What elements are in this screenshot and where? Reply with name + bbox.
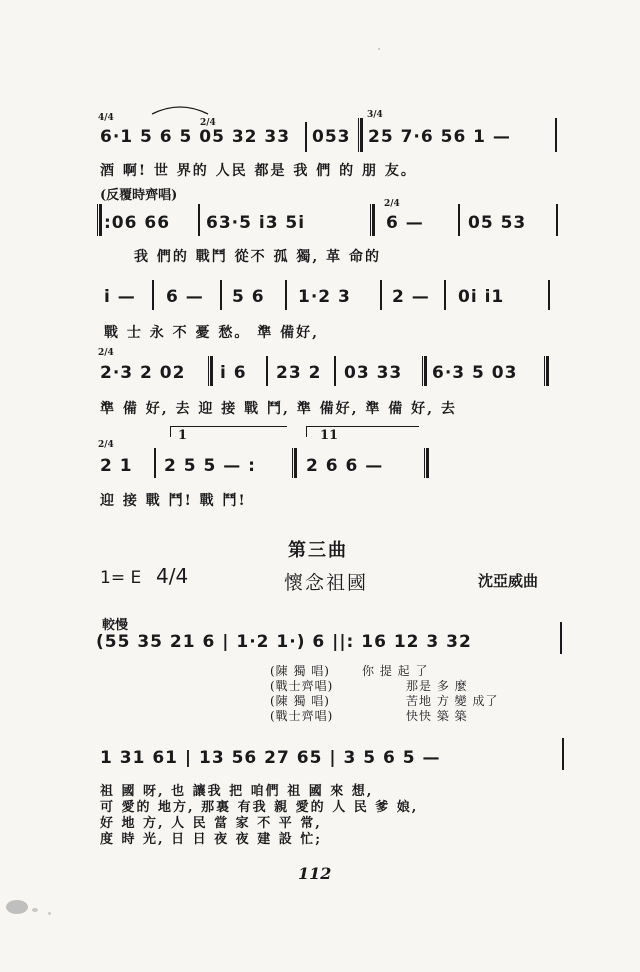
notes-row5-c: 2 6 6 —	[306, 456, 384, 476]
barline	[198, 204, 200, 236]
notes-row3-d: 1·2 3	[298, 287, 351, 307]
section-heading: 第三曲	[288, 540, 348, 561]
volta-bracket-1	[170, 426, 287, 437]
double-barline	[358, 118, 363, 152]
verse-words-2: 那是 多 麼	[406, 679, 468, 693]
notes-row2-c: 6 —	[386, 213, 424, 233]
time-signature: 4/4	[98, 113, 114, 123]
page-number: 112	[298, 864, 332, 883]
barline	[556, 204, 558, 236]
barline	[458, 204, 460, 236]
notes-row1-b: 053	[312, 127, 351, 147]
lyrics-row4: 準 備 好, 去 迎 接 戰 鬥, 準 備好, 準 備 好, 去	[100, 401, 457, 417]
barline	[305, 122, 307, 152]
tempo-marking: 較慢	[102, 618, 129, 633]
double-barline	[370, 204, 375, 236]
lyrics-verse-1: 祖 國 呀, 也 讓我 把 咱們 祖 國 來 想,	[100, 784, 374, 799]
lyrics-verse-2: 可 愛的 地方, 那裏 有我 親 愛的 人 民 爹 娘,	[100, 800, 419, 815]
final-barline	[424, 448, 429, 478]
lyrics-row5: 迎 接 戰 鬥! 戰 鬥!	[100, 493, 247, 509]
barline	[380, 280, 382, 310]
time-signature: 2/4	[98, 348, 114, 358]
notes-row5-b: 2 5 5 — :	[164, 456, 256, 476]
lyrics-row1: 酒 啊! 世 界的 人民 都是 我 們 的 朋 友。	[100, 163, 417, 179]
key-signature: 1= E	[100, 568, 142, 588]
volta-label-1: 1	[178, 428, 188, 443]
notes-row2-b: 63·5 i3 5i	[206, 213, 306, 233]
barline	[152, 280, 154, 310]
song-time-signature: 4/4	[156, 564, 189, 588]
singer-role-4: (戰士齊唱)	[270, 709, 334, 723]
notes-row4-c: 23 2	[276, 363, 322, 383]
barline	[560, 622, 562, 654]
scan-speck	[32, 908, 38, 912]
notes-row2-a: :06 66	[104, 213, 171, 233]
notes-row4-a: 2·3 2 02	[100, 363, 186, 383]
notes-row4-e: 6·3 5 03	[432, 363, 518, 383]
singer-role-1: (陳 獨 唱)	[270, 664, 330, 678]
double-barline	[422, 356, 427, 386]
composer-credit: 沈亞威曲	[478, 572, 539, 590]
barline	[154, 448, 156, 478]
scan-speck	[48, 912, 51, 915]
performance-cue: (反覆時齊唱)	[100, 188, 178, 203]
barline	[555, 118, 557, 152]
volta-label-2: 11	[320, 428, 339, 443]
notes-row1-c: 25 7·6 56 1 —	[368, 127, 511, 147]
notes-row3-b: 6 —	[166, 287, 204, 307]
lyrics-verse-3: 好 地 方, 人 民 當 家 不 平 常,	[100, 816, 322, 831]
double-barline	[208, 356, 213, 386]
lyrics-row2: 我 們的 戰鬥 從不 孤 獨, 革 命的	[134, 249, 381, 265]
lyrics-verse-4: 度 時 光, 日 日 夜 夜 建 設 忙;	[100, 832, 323, 847]
repeat-barline	[97, 204, 102, 236]
notes-row3-f: 0i i1	[458, 287, 505, 307]
time-signature: 2/4	[98, 440, 114, 450]
barline	[285, 280, 287, 310]
barline	[220, 280, 222, 310]
verse-words-4: 快快 築 築	[406, 709, 468, 723]
notes-row3-a: i —	[104, 287, 136, 307]
notes-row2-d: 05 53	[468, 213, 527, 233]
notes-row3-e: 2 —	[392, 287, 430, 307]
time-signature: 2/4	[200, 118, 216, 128]
lyrics-row3: 戰 士 永 不 憂 愁。 準 備好,	[104, 325, 319, 341]
notes-row1-a: 6·1 5 6 5 05 32 33	[100, 127, 291, 147]
scan-speck	[378, 48, 380, 50]
singer-role-3: (陳 獨 唱)	[270, 694, 330, 708]
intro-notes: (55 35 21 6 | 1·2 1·) 6 ||: 16 12 3 32	[96, 632, 472, 652]
verse-words-3: 苦地 方 變 成了	[406, 694, 499, 708]
barline	[548, 280, 550, 310]
notes-row4-d: 03 33	[344, 363, 403, 383]
barline	[266, 356, 268, 386]
time-signature: 2/4	[384, 199, 400, 209]
barline	[334, 356, 336, 386]
singer-role-2: (戰士齊唱)	[270, 679, 334, 693]
repeat-end-barline	[292, 448, 297, 478]
barline	[444, 280, 446, 310]
barline	[562, 738, 564, 770]
scan-speck	[6, 900, 28, 914]
notes-song3-row2: 1 31 61 | 13 56 27 65 | 3 5 6 5 —	[100, 748, 441, 768]
notes-row5-a: 2 1	[100, 456, 133, 476]
slur-mark	[150, 102, 210, 116]
double-barline	[544, 356, 549, 386]
song-title: 懷念祖國	[284, 572, 369, 594]
notes-row4-b: i 6	[220, 363, 247, 383]
time-signature: 3/4	[367, 110, 383, 120]
verse-words-1: 你 提 起 了	[362, 664, 429, 678]
notes-row3-c: 5 6	[232, 287, 265, 307]
